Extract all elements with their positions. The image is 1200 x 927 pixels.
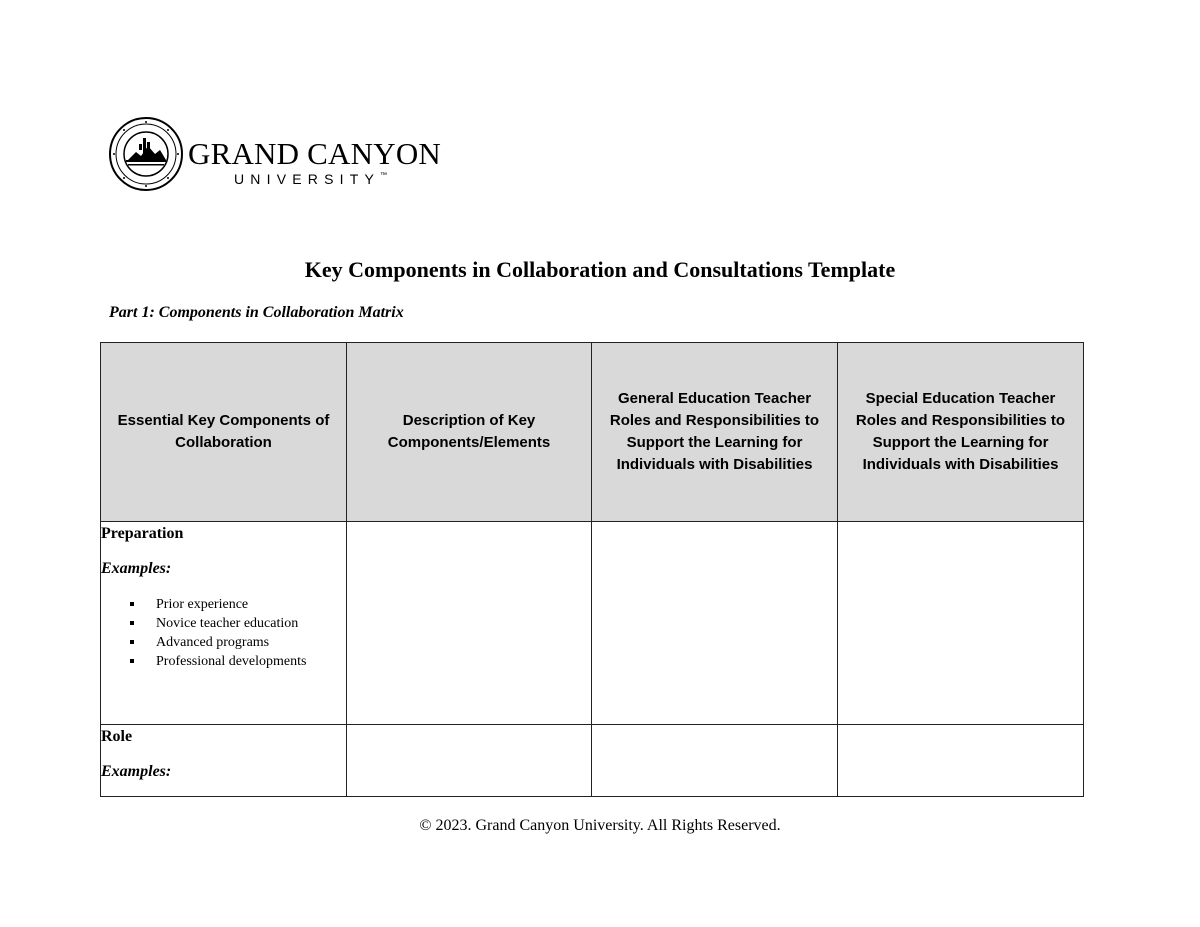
table-cell[interactable] [838, 522, 1084, 725]
table-cell[interactable] [347, 725, 592, 797]
table-header-cell: Special Education Teacher Roles and Responsibilities to Support the Learning for Individuals with Disabilities [838, 343, 1084, 522]
logo-subtitle: UNIVERSITY™ [234, 171, 388, 187]
gcu-logo [108, 116, 441, 194]
row-label-cell [101, 725, 347, 797]
document-title: Key Components in Collaboration and Consultations Template [304, 257, 896, 282]
list-item: Novice teacher education [101, 614, 346, 633]
table-header-row [101, 343, 1084, 522]
logo-wordmark: GRAND CANYON [188, 136, 441, 171]
table-cell[interactable] [592, 725, 838, 797]
table-cell[interactable] [838, 725, 1084, 797]
table-row [101, 725, 1084, 797]
university-seal-icon [108, 116, 184, 192]
list-item: Advanced programs [101, 633, 346, 652]
table-header-cell: Essential Key Components of Collaboration [101, 343, 347, 522]
table-header-cell: General Education Teacher Roles and Responsibilities to Support the Learning for Individuals with Disabilities [592, 343, 838, 522]
part-title: Part 1: Components in Collaboration Matrix [109, 304, 404, 321]
copyright-footer: © 2023. Grand Canyon University. All Rights Reserved. [419, 817, 781, 834]
row-label: Role [101, 728, 133, 745]
table-cell[interactable] [592, 522, 838, 725]
bullet-icon [130, 602, 134, 606]
table-header-cell: Description of Key Components/Elements [347, 343, 592, 522]
collaboration-matrix-table [100, 342, 1084, 797]
row-label: Preparation [101, 525, 184, 542]
table-row [101, 522, 1084, 725]
examples-label: Examples: [101, 560, 172, 577]
bullet-icon [130, 640, 134, 644]
examples-label: Examples: [101, 763, 172, 780]
table-cell[interactable] [347, 522, 592, 725]
bullet-icon [130, 621, 134, 625]
examples-list [101, 595, 346, 671]
row-label-cell [101, 522, 347, 725]
list-item: Prior experience [101, 595, 346, 614]
list-item: Professional developments [101, 652, 346, 671]
bullet-icon [130, 659, 134, 663]
